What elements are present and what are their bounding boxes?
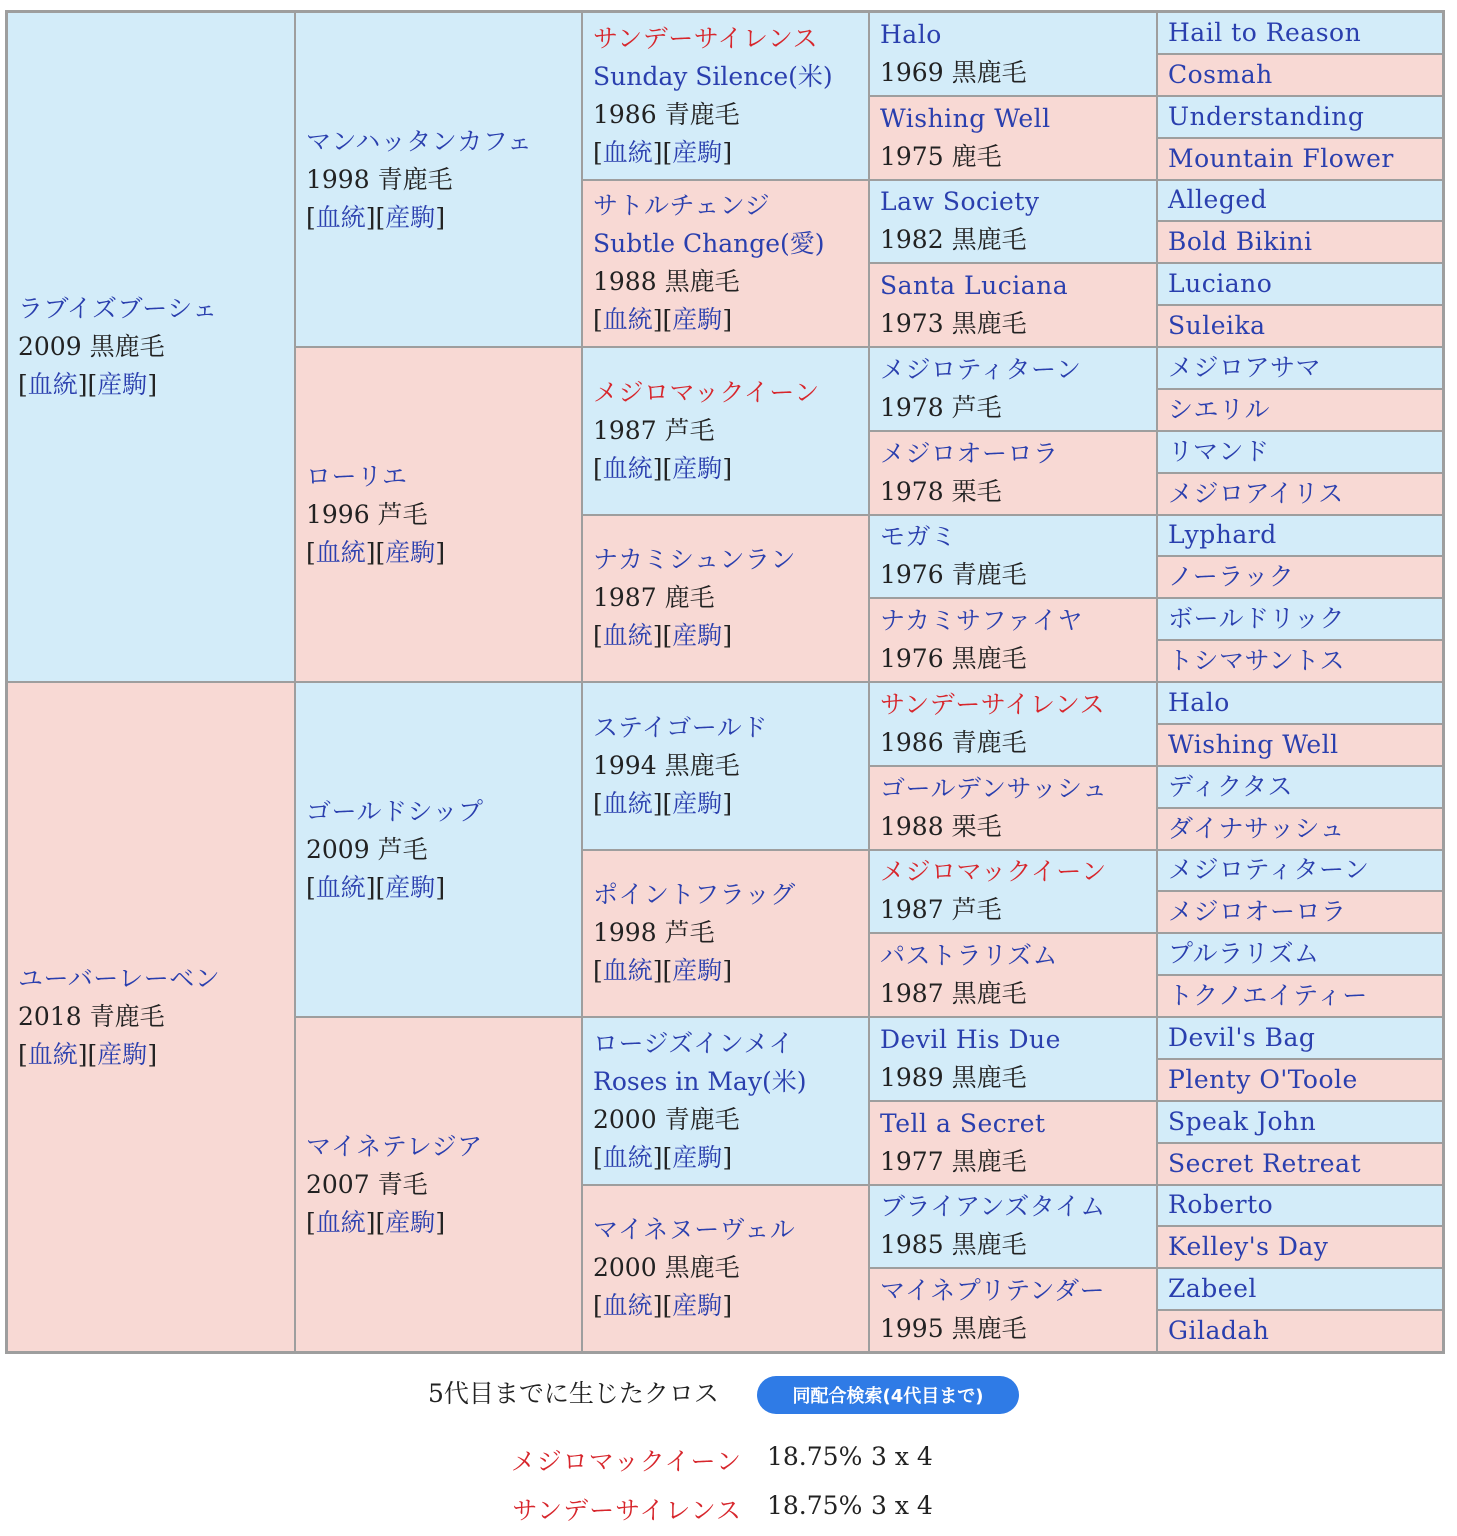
horse-year-color: 1978 栗毛 [880, 476, 1002, 506]
cross-percent: 18.75% [767, 1442, 863, 1471]
horse-year-color: 1995 黒鹿毛 [880, 1314, 1027, 1344]
horse-year-color: 1976 青鹿毛 [880, 560, 1027, 590]
bracket: [ [18, 370, 28, 399]
bracket: ] [722, 1142, 733, 1172]
horse-name-link[interactable]: リマンド [1168, 436, 1270, 466]
horse-year-color: 1976 黒鹿毛 [880, 644, 1027, 674]
horse-name-link[interactable]: メジロティターン [880, 354, 1082, 384]
pedigree-cell-gen5 [1157, 12, 1443, 54]
bracket: ] [147, 370, 158, 399]
bloodline-link[interactable]: 血統 [602, 305, 653, 335]
horse-name-link[interactable]: サンデーサイレンス [880, 689, 1106, 719]
horse-name-link[interactable]: Lyphard [1168, 520, 1277, 550]
bracket: [ [593, 305, 603, 335]
horse-year-color: 2018 青鹿毛 [18, 1002, 165, 1031]
horse-year-color: 1998 青鹿毛 [306, 164, 453, 194]
horse-name-link[interactable]: Hail to Reason [1168, 17, 1362, 47]
cross-horse-name-link[interactable]: サンデーサイレンス [512, 1496, 742, 1525]
pedigree-cell-gen4 [869, 515, 1157, 599]
horse-links [593, 450, 858, 488]
bracket: [ [306, 1207, 316, 1237]
horse-name-link[interactable]: Alleged [1168, 185, 1268, 215]
horse-name-link[interactable]: Mountain Flower [1168, 143, 1394, 173]
bracket: ][ [77, 370, 98, 399]
pedigree-cell-gen5 [1157, 640, 1443, 682]
horse-name-link[interactable]: Devil His Due [880, 1024, 1061, 1054]
offspring-link[interactable]: 産駒 [385, 537, 436, 567]
horse-name-link[interactable]: マイネプリテンダー [880, 1276, 1106, 1306]
pedigree-cell-gen5 [1157, 891, 1443, 933]
bracket: ] [722, 621, 733, 651]
bracket: [ [306, 537, 316, 567]
horse-year-color: 1987 芦毛 [593, 415, 715, 445]
horse-name-link[interactable]: マイネヌーヴェル [593, 1215, 796, 1245]
pedigree-cell-gen3 [582, 1185, 869, 1353]
horse-name-link[interactable]: ノーラック [1168, 562, 1295, 592]
pedigree-cell-gen5 [1157, 1268, 1443, 1310]
horse-name-link[interactable]: ディクタス [1168, 771, 1294, 801]
horse-name-link[interactable]: パストラリズム [880, 941, 1059, 971]
pedigree-cell-gen5 [1157, 724, 1443, 766]
bracket: ] [147, 1040, 158, 1069]
pedigree-cell-gen4 [869, 682, 1157, 766]
pedigree-cell-gen5 [1157, 975, 1443, 1017]
bracket: [ [306, 872, 316, 902]
pedigree-cell-gen5 [1157, 556, 1443, 598]
pedigree-cell-gen5 [1157, 1226, 1443, 1268]
pedigree-cell-gen4 [869, 96, 1157, 180]
horse-name-link[interactable]: Wishing Well [1168, 729, 1339, 759]
same-mating-search-button[interactable]: 同配合検索(4代目まで) [757, 1376, 1019, 1414]
horse-year-color: 1994 黒鹿毛 [593, 750, 740, 780]
horse-year-color: 1977 黒鹿毛 [880, 1146, 1027, 1176]
bracket: ] [722, 1291, 733, 1321]
pedigree-cell-gen5 [1157, 598, 1443, 640]
horse-name-link[interactable]: マイネテレジア [306, 1131, 483, 1161]
bracket: ] [722, 788, 733, 818]
bracket: ][ [365, 1207, 386, 1237]
horse-name-link[interactable]: トシマサントス [1168, 646, 1346, 676]
pedigree-cell-gen5 [1157, 347, 1443, 389]
horse-name-link[interactable]: Cosmah [1168, 59, 1273, 89]
horse-year-color: 1985 黒鹿毛 [880, 1230, 1027, 1260]
horse-links [18, 366, 284, 404]
horse-links [593, 301, 858, 339]
horse-english-name-link[interactable]: Sunday Silence(米) [593, 61, 833, 91]
horse-name-link[interactable]: メジロオーロラ [1168, 897, 1347, 927]
pedigree-cell-gen5 [1157, 180, 1443, 222]
cross-generation: 3 x 4 [871, 1491, 933, 1520]
pedigree-table [5, 10, 1445, 1354]
bracket: ] [435, 1207, 446, 1237]
pedigree-cell-gen4 [869, 598, 1157, 682]
horse-name-link[interactable]: ゴールドシップ [306, 796, 484, 826]
horse-year-color: 1987 黒鹿毛 [880, 979, 1027, 1009]
offspring-link[interactable]: 産駒 [672, 137, 723, 167]
pedigree-cell-gen5 [1157, 850, 1443, 892]
pedigree-cell-gen5 [1157, 1143, 1443, 1185]
horse-name-link[interactable]: ポイントフラッグ [593, 880, 796, 910]
bracket: ][ [365, 202, 386, 232]
bloodline-link[interactable]: 血統 [602, 1291, 653, 1321]
bracket: [ [593, 137, 603, 167]
pedigree-cell-gen4 [869, 1101, 1157, 1185]
bracket: ] [435, 202, 446, 232]
horse-name-link[interactable]: Luciano [1168, 269, 1273, 299]
cross-generation: 3 x 4 [871, 1442, 933, 1471]
bloodline-link[interactable]: 血統 [27, 370, 78, 399]
bloodline-link[interactable]: 血統 [27, 1040, 78, 1069]
bracket: ][ [652, 1142, 673, 1172]
horse-links [593, 1287, 858, 1325]
pedigree-cell-gen4 [869, 263, 1157, 347]
horse-year-color: 1988 栗毛 [880, 811, 1002, 841]
horse-name-link[interactable]: ゴールデンサッシュ [880, 773, 1108, 803]
horse-links [306, 869, 571, 907]
horse-name-link[interactable]: メジロアサマ [1168, 352, 1322, 382]
horse-year-color: 1989 黒鹿毛 [880, 1062, 1027, 1092]
horse-name-link[interactable]: メジロティターン [1168, 855, 1370, 885]
horse-links [593, 617, 858, 655]
pedigree-cell-gen5 [1157, 473, 1443, 515]
horse-english-name-link[interactable]: Roses in May(米) [593, 1066, 807, 1096]
bracket: [ [593, 621, 603, 651]
bracket: ] [435, 537, 446, 567]
pedigree-cell-gen5 [1157, 1310, 1443, 1352]
bracket: ] [722, 956, 733, 986]
horse-year-color: 1996 芦毛 [306, 499, 428, 529]
pedigree-cell-gen5 [1157, 1185, 1443, 1227]
offspring-link[interactable]: 産駒 [672, 621, 723, 651]
pedigree-cell-gen4 [869, 347, 1157, 431]
offspring-link[interactable]: 産駒 [672, 788, 723, 818]
horse-name-link[interactable]: ブライアンズタイム [880, 1192, 1106, 1222]
pedigree-cell-gen4 [869, 12, 1157, 96]
pedigree-cell-gen5 [1157, 1101, 1443, 1143]
horse-name-link[interactable]: シエリル [1168, 394, 1271, 424]
horse-name-link[interactable]: Zabeel [1168, 1274, 1257, 1304]
offspring-link[interactable]: 産駒 [672, 956, 723, 986]
pedigree-cell-gen4 [869, 850, 1157, 934]
horse-year-color: 2000 黒鹿毛 [593, 1253, 740, 1283]
pedigree-cell-gen5 [1157, 933, 1443, 975]
horse-year-color: 1982 黒鹿毛 [880, 225, 1027, 255]
bloodline-link[interactable]: 血統 [602, 788, 653, 818]
pedigree-cell-gen5 [1157, 1059, 1443, 1101]
bracket: ] [435, 872, 446, 902]
horse-name-link[interactable]: Law Society [880, 187, 1040, 217]
horse-name-link[interactable]: Kelley's Day [1168, 1232, 1329, 1262]
bloodline-link[interactable]: 血統 [315, 537, 366, 567]
horse-links [306, 199, 571, 237]
horse-name-link[interactable]: ダイナサッシュ [1168, 813, 1346, 843]
horse-year-color: 1986 青鹿毛 [880, 727, 1027, 757]
bracket: [ [593, 956, 603, 986]
horse-name-link[interactable]: Roberto [1168, 1190, 1274, 1220]
bracket: ][ [652, 1291, 673, 1321]
horse-year-color: 1973 黒鹿毛 [880, 309, 1027, 339]
horse-name-link[interactable]: メジロマックイーン [593, 377, 820, 407]
pedigree-cell-gen4 [869, 766, 1157, 850]
bracket: ][ [652, 305, 673, 335]
horse-year-color: 1987 芦毛 [880, 895, 1002, 925]
pedigree-cell-gen5 [1157, 766, 1443, 808]
bracket: ][ [365, 537, 386, 567]
horse-name-link[interactable]: メジロオーロラ [880, 438, 1059, 468]
horse-year-color: 1988 黒鹿毛 [593, 267, 740, 297]
horse-name-link[interactable]: Plenty O'Toole [1168, 1064, 1358, 1094]
pedigree-cell-gen3 [582, 180, 869, 348]
horse-name-link[interactable]: ユーバーレーベン [18, 964, 221, 993]
horse-year-color: 2007 青毛 [306, 1169, 428, 1199]
horse-links [593, 785, 858, 823]
bracket: [ [593, 1142, 603, 1172]
cross-horse-name-link[interactable]: メジロマックイーン [510, 1447, 742, 1476]
pedigree-cell-gen2 [295, 682, 582, 1017]
offspring-link[interactable]: 産駒 [385, 202, 436, 232]
pedigree-cell-gen2 [295, 347, 582, 682]
bloodline-link[interactable]: 血統 [602, 956, 653, 986]
offspring-link[interactable]: 産駒 [672, 305, 723, 335]
horse-name-link[interactable]: ナカミシュンラン [593, 545, 797, 575]
horse-year-color: 2009 芦毛 [306, 834, 428, 864]
bracket: ][ [652, 956, 673, 986]
bloodline-link[interactable]: 血統 [315, 202, 366, 232]
pedigree-cell-gen4 [869, 1185, 1157, 1269]
pedigree-cell-gen3 [582, 12, 869, 180]
bracket: ][ [77, 1040, 98, 1069]
cross-percent: 18.75% [767, 1491, 863, 1520]
pedigree-cell-gen5 [1157, 54, 1443, 96]
horse-name-link[interactable]: ステイゴールド [593, 712, 768, 742]
horse-name-link[interactable]: Speak John [1168, 1106, 1317, 1136]
bloodline-link[interactable]: 血統 [602, 621, 653, 651]
bloodline-link[interactable]: 血統 [602, 453, 653, 483]
horse-name-link[interactable]: Wishing Well [880, 103, 1051, 133]
bracket: [ [593, 788, 603, 818]
horse-name-link[interactable]: プルラリズム [1168, 939, 1320, 969]
pedigree-cell-gen4 [869, 1268, 1157, 1352]
offspring-link[interactable]: 産駒 [97, 1040, 148, 1069]
horse-links [18, 1036, 284, 1074]
horse-year-color: 1986 青鹿毛 [593, 99, 740, 129]
horse-name-link[interactable]: Understanding [1168, 101, 1365, 131]
bracket: [ [18, 1040, 28, 1069]
cross-header: 5代目までに生じたクロス [428, 1379, 719, 1408]
pedigree-cell-gen1 [7, 682, 295, 1352]
horse-year-color: 1969 黒鹿毛 [880, 57, 1027, 87]
horse-name-link[interactable]: マンハッタンカフェ [306, 126, 533, 156]
bracket: ][ [652, 788, 673, 818]
offspring-link[interactable]: 産駒 [385, 872, 436, 902]
pedigree-cell-gen3 [582, 682, 869, 850]
horse-links [593, 1139, 858, 1177]
horse-links [306, 534, 571, 572]
pedigree-cell-gen4 [869, 180, 1157, 264]
pedigree-cell-gen5 [1157, 263, 1443, 305]
pedigree-cell-gen5 [1157, 389, 1443, 431]
pedigree-cell-gen5 [1157, 138, 1443, 180]
horse-year-color: 1998 芦毛 [593, 918, 715, 948]
bloodline-link[interactable]: 血統 [315, 872, 366, 902]
bloodline-link[interactable]: 血統 [602, 137, 653, 167]
horse-name-link[interactable]: ローリエ [306, 461, 408, 491]
horse-links [306, 1204, 571, 1242]
cross-row [0, 1491, 1457, 1531]
bracket: [ [593, 453, 603, 483]
horse-name-link[interactable]: Secret Retreat [1168, 1148, 1362, 1178]
pedigree-cell-gen4 [869, 431, 1157, 515]
horse-name-link[interactable]: Santa Luciana [880, 271, 1069, 301]
horse-name-link[interactable]: メジロマックイーン [880, 857, 1107, 887]
horse-name-link[interactable]: Suleika [1168, 311, 1266, 341]
offspring-link[interactable]: 産駒 [97, 370, 148, 399]
pedigree-cell-gen5 [1157, 1017, 1443, 1059]
horse-name-link[interactable]: Bold Bikini [1168, 227, 1313, 257]
horse-name-link[interactable]: ナカミサファイヤ [880, 606, 1084, 636]
pedigree-cell-gen1 [7, 12, 295, 682]
bracket: ] [722, 453, 733, 483]
horse-name-link[interactable]: Devil's Bag [1168, 1022, 1316, 1052]
bracket: ][ [652, 621, 673, 651]
pedigree-cell-gen4 [869, 933, 1157, 1017]
horse-year-color: 2000 青鹿毛 [593, 1104, 740, 1134]
pedigree-cell-gen3 [582, 850, 869, 1018]
horse-name-link[interactable]: ラブイズブーシェ [18, 294, 218, 323]
pedigree-cell-gen5 [1157, 96, 1443, 138]
horse-english-name-link[interactable]: Subtle Change(愛) [593, 229, 825, 259]
bracket: ][ [652, 137, 673, 167]
pedigree-cell-gen3 [582, 515, 869, 683]
horse-name-link[interactable]: Halo [880, 19, 942, 49]
bracket: ] [722, 305, 733, 335]
horse-year-color: 1975 鹿毛 [880, 141, 1002, 171]
bracket: ][ [365, 872, 386, 902]
offspring-link[interactable]: 産駒 [672, 1142, 723, 1172]
horse-name-link[interactable]: ボールドリック [1168, 604, 1346, 634]
pedigree-cell-gen5 [1157, 808, 1443, 850]
horse-name-link[interactable]: メジロアイリス [1168, 478, 1344, 508]
horse-name-link[interactable]: トクノエイティー [1168, 981, 1368, 1011]
cross-row [0, 1442, 1457, 1482]
bracket: ] [722, 137, 733, 167]
bracket: [ [306, 202, 316, 232]
horse-name-link[interactable]: サンデーサイレンス [593, 23, 819, 53]
horse-name-link[interactable]: サトルチェンジ [593, 191, 771, 221]
horse-links [593, 952, 858, 990]
cross-section [0, 1366, 1457, 1536]
horse-name-link[interactable]: Giladah [1168, 1316, 1270, 1346]
pedigree-cell-gen5 [1157, 515, 1443, 557]
bracket: [ [593, 1291, 603, 1321]
pedigree-cell-gen3 [582, 347, 869, 515]
pedigree-cell-gen4 [869, 1017, 1157, 1101]
pedigree-cell-gen5 [1157, 221, 1443, 263]
offspring-link[interactable]: 産駒 [385, 1207, 436, 1237]
horse-name-link[interactable]: ロージズインメイ [593, 1028, 795, 1058]
horse-name-link[interactable]: Halo [1168, 687, 1230, 717]
horse-year-color: 1987 鹿毛 [593, 583, 715, 613]
offspring-link[interactable]: 産駒 [672, 453, 723, 483]
pedigree-cell-gen5 [1157, 305, 1443, 347]
bloodline-link[interactable]: 血統 [602, 1142, 653, 1172]
pedigree-cell-gen5 [1157, 682, 1443, 724]
offspring-link[interactable]: 産駒 [672, 1291, 723, 1321]
pedigree-cell-gen2 [295, 12, 582, 347]
horse-year-color: 2009 黒鹿毛 [18, 332, 165, 361]
horse-links [593, 134, 858, 172]
horse-name-link[interactable]: Tell a Secret [880, 1108, 1046, 1138]
horse-name-link[interactable]: モガミ [880, 522, 957, 552]
pedigree-cell-gen5 [1157, 431, 1443, 473]
pedigree-cell-gen3 [582, 1017, 869, 1185]
horse-year-color: 1978 芦毛 [880, 392, 1002, 422]
pedigree-cell-gen2 [295, 1017, 582, 1352]
bloodline-link[interactable]: 血統 [315, 1207, 366, 1237]
bracket: ][ [652, 453, 673, 483]
